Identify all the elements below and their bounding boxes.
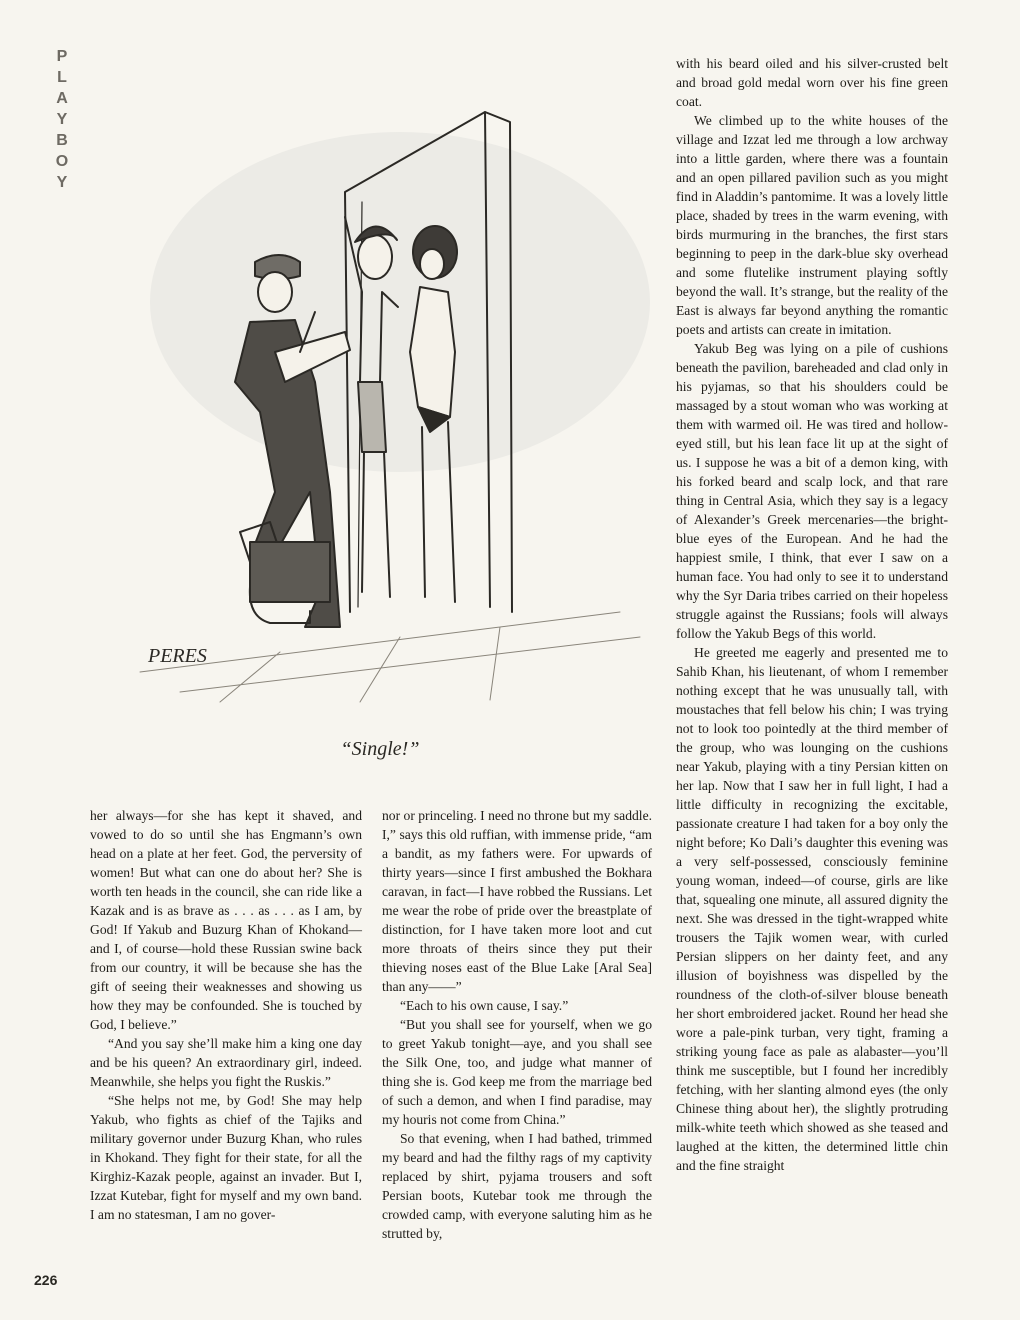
text-column-1 (90, 806, 362, 1224)
running-head-letter: A (56, 90, 68, 107)
paragraph: “Each to his own cause, I say.” (400, 998, 569, 1013)
running-head-letter: Y (56, 111, 68, 128)
running-head-letter: B (56, 132, 68, 149)
paragraph: “And you say she’ll make him a king one day and be his queen? An extraordinary girl, indeed. Meanwhile, she helps you fight the Ruskis.” (90, 1036, 362, 1089)
running-head-letter: O (55, 153, 69, 170)
running-head-letter: L (57, 69, 67, 86)
paragraph: with his beard oiled and his silver-crusted belt and broad gold medal worn over his fine green coat. (676, 56, 948, 109)
paragraph: her always—for she has kept it shaved, and vowed to do so until she has Engmann’s own head on a plate at her feet. God, the perversity of women! But what can one do about her? She is worth ten heads in the council, she can ride like a Kazak and is as brave as . . . as . . . as I am, by God! If Yakub and Buzurg Khan of Khokand—and I, of course—hold these Russian swine back from our country, it will be because she has the gift of seeing their weaknesses and showing us how they may be confounded. She is touched by God, I believe.” (90, 808, 362, 1032)
paragraph: nor or princeling. I need no throne but my saddle. I,” says this old ruffian, with immense pride, “am a bandit, as my fathers were. For upwards of thirty years—since I first ambushed the Bokhara caravan, in fact—I have robbed the Russians. Let me wear the robe of pride over the breastplate of distinction, for I have taken more loot and cut more throats of theirs since they put their thieving noses east of the Blue Lake [Aral Sea] than any——” (382, 808, 652, 994)
page-number: 226 (34, 1272, 58, 1288)
text-column-3 (676, 54, 948, 1175)
paragraph: We climbed up to the white houses of the village and Izzat led me through a low archway into a little garden, where there was a fountain and an open pillared pavilion such as you might find in Aladdin’s pantomime. It was a lovely little place, shaded by trees in the warm evening, with birds murmuring in the branches, the first stars beginning to peep in the dark-blue sky overhead and some flutelike instrument playing softly beyond the wall. It’s strange, but the reality of the East is always far beyond anything the romantic poets and artists can create in imitation. (676, 113, 948, 337)
paragraph: So that evening, when I had bathed, trimmed my beard and had the filthy rags of my captivity replaced by shirt, pyjama trousers and soft Persian boots, Kutebar took me through the crowded camp, with everyone saluting him as he strutted by, (382, 1131, 652, 1241)
cartoon-signature: PERES (148, 645, 207, 667)
running-head-letter: Y (56, 174, 68, 191)
paragraph: “But you shall see for yourself, when we go to greet Yakub tonight—aye, and you shall see the Silk One, too, and judge what manner of thing she is. God keep me from the marriage bed of such a demon, and when I find paradise, may my houris not come from China.” (382, 1017, 652, 1127)
text-column-2 (382, 806, 652, 1243)
cartoon-illustration (100, 52, 660, 712)
running-head (50, 46, 74, 193)
cartoon-caption: “Single!” (340, 738, 420, 760)
paragraph: “She helps not me, by God! She may help Yakub, who fights as chief of the Tajiks and military governor under Buzurg Khan, who rules in Khokand. They fight for their state, for all the Kirghiz-Kazak people, against an invader. But I, Izzat Kutebar, fight for myself and my own band. I am no statesman, I am no gover- (90, 1093, 362, 1222)
running-head-letter: P (56, 48, 68, 65)
paragraph: Yakub Beg was lying on a pile of cushions beneath the pavilion, bareheaded and clad only in his pyjamas, so that his shoulders could be massaged by a stout woman who was working at them with warmed oil. He was tired and hollow-eyed still, but his lean face lit up at the sight of us. I suppose he was a bit of a demon king, with his forked beard and scalp lock, and that rare thing in Central Asia, which they say is a legacy of Alexander’s Greek mercenaries—the bright-blue eyes of the European. And he had the happiest smile, I think, that ever I saw on a human face. You had only to see it to understand why the Syr Daria tribes carried on their hopeless struggle against the Russians; fools will always follow the Yakub Begs of this world. (676, 341, 948, 641)
paragraph: He greeted me eagerly and presented me to Sahib Khan, his lieutenant, of whom I remember nothing except that he was unusually tall, with moustaches that fell below his chin; I was trying not to look too pointedly at the third member of the group, who was lounging on the cushions near Yakub, playing with a tiny Persian kitten on her lap. Now that I saw her in full light, I had a little difficulty in recognizing the excitable, passionate creature I had taken for a boy only the night before; Ko Dali’s daughter this evening was a very self-possessed, consciously feminine young woman, indeed—of course, girls are like that, squealing one minute, all assured dignity the next. She was dressed in the tight-wrapped white trousers the Tajik women wear, with curled Persian slippers on her dainty feet, and any illusion of boyishness was dispelled by the roundness of the cloth-of-silver blouse beneath her short embroidered jacket. Round her head she wore a pale-pink turban, very tight, framing a striking young face as pale as alabaster—you’ll think me susceptible, but I found her incredibly fetching, with her slanting almond eyes (the only Chinese thing about her), the slightly protruding milk-white teeth which showed as she teased and laughed at the kitten, the determined little chin and the fine straight (676, 645, 948, 1173)
